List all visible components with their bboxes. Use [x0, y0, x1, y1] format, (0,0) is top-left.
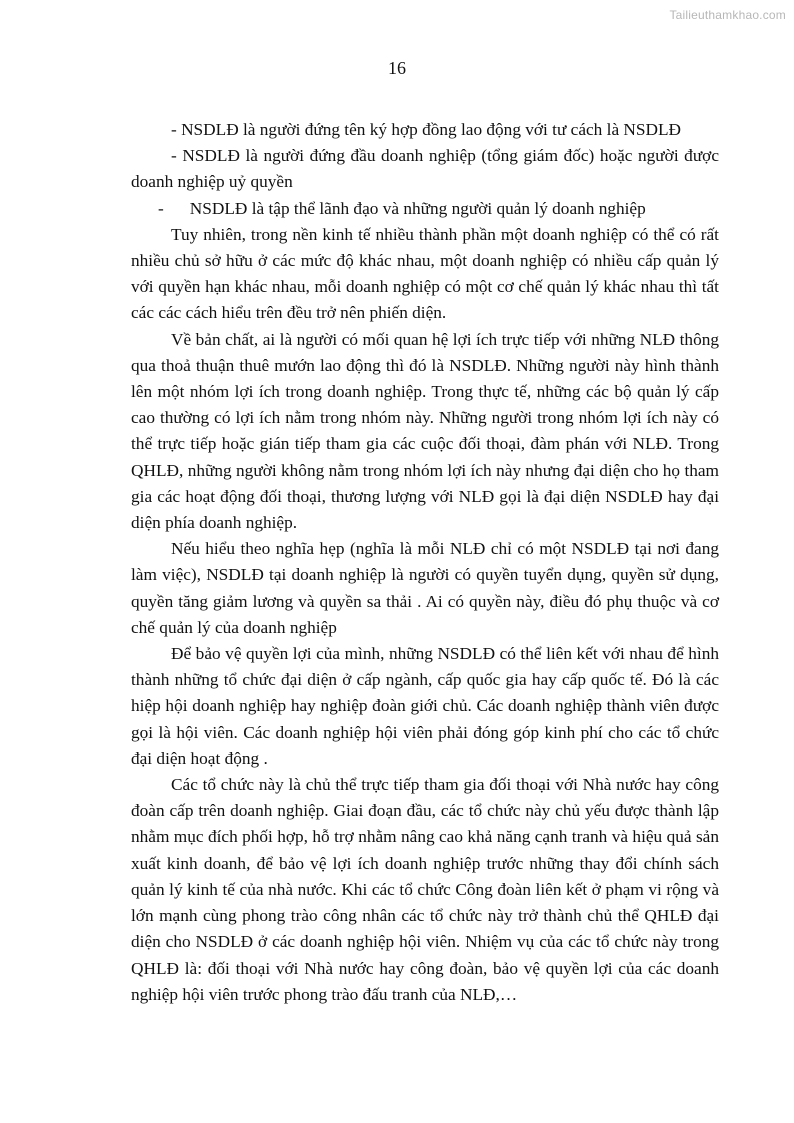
- paragraph-5: Các tổ chức này là chủ thể trực tiếp tham gia đối thoại với Nhà nước hay công đoàn cấp trên doanh nghiệp. Giai đoạn đầu, các tổ chức này chủ yếu được thành lập nhằm mục đích phối hợp, hỗ trợ nhằm nâng cao khả năng cạnh tranh và hiệu quả sản xuất kinh doanh, để bảo vệ lợi ích doanh nghiệp trước những thay đổi chính sách quản lý kinh tế của nhà nước. Khi các tổ chức Công đoàn liên kết ở phạm vi rộng và lớn mạnh cùng phong trào công nhân các tổ chức này trở thành chủ thể QHLĐ đại diện cho NSDLĐ ở các doanh nghiệp hội viên. Nhiệm vụ của các tổ chức này trong QHLĐ là: đối thoại với Nhà nước hay công đoàn, bảo vệ quyền lợi của các doanh nghiệp hội viên trước phong trào đấu tranh của NLĐ,…: [131, 775, 719, 1004]
- document-body: [131, 117, 719, 1008]
- bullet-dash: -: [158, 198, 164, 218]
- paragraph-1: Tuy nhiên, trong nền kinh tế nhiều thành phần một doanh nghiệp có thể có rất nhiều chủ sở hữu ở các mức độ khác nhau, một doanh nghiệp có nhiều cấp quản lý với quyền hạn khác nhau, mỗi doanh nghiệp có một cơ chế quản lý khác nhau thì tất các các cách hiểu trên đều trở nên phiến diện.: [131, 224, 719, 323]
- bullet-item-1: - NSDLĐ là người đứng tên ký hợp đồng lao động với tư cách là NSDLĐ: [171, 120, 682, 139]
- watermark: Tailieuthamkhao.com: [669, 8, 786, 22]
- paragraph-3: Nếu hiểu theo nghĩa hẹp (nghĩa là mỗi NLĐ chỉ có một NSDLĐ tại nơi đang làm việc), NSDLĐ tại doanh nghiệp là người có quyền tuyển dụng, quyền sử dụng, quyền tăng giảm lương và quyền sa thải . Ai có quyền này, điều đó phụ thuộc và cơ chế quản lý của doanh nghiệp: [131, 539, 719, 637]
- paragraph-2: Về bản chất, ai là người có mối quan hệ lợi ích trực tiếp với những NLĐ thông qua thoả thuận thuê mướn lao động thì đó là NSDLĐ. Những người này hình thành lên một nhóm lợi ích trong doanh nghiệp. Trong thực tế, những các bộ quản lý cấp cao thường có lợi ích nằm trong nhóm này. Những người trong nhóm lợi ích này có thể trực tiếp hoặc gián tiếp tham gia các cuộc đối thoại, đàm phán với NLĐ. Trong QHLĐ, những người không nằm trong nhóm lợi ích này nhưng đại diện cho họ tham gia các hoạt động đối thoại, thương lượng với NLĐ gọi là đại diện NSDLĐ hay đại diện phía doanh nghiệp.: [131, 329, 719, 533]
- paragraph-4: Để bảo vệ quyền lợi của mình, những NSDLĐ có thể liên kết với nhau để hình thành những tổ chức đại diện ở cấp ngành, cấp quốc gia hay cấp quốc tế. Đó là các hiệp hội doanh nghiệp hay nghiệp đoàn giới chủ. Các doanh nghiệp thành viên được gọi là hội viên. Các doanh nghiệp hội viên phải đóng góp kinh phí cho các tổ chức đại diện hoạt động .: [131, 644, 719, 768]
- bullet-item-3: [131, 196, 719, 222]
- bullet-item-2: - NSDLĐ là người đứng đầu doanh nghiệp (tổng giám đốc) hoặc người được doanh nghiệp uỷ quyền: [131, 146, 719, 192]
- page-number: 16: [388, 58, 406, 78]
- bullet-item-3-text: NSDLĐ là tập thể lãnh đạo và những người quản lý doanh nghiệp: [189, 198, 646, 218]
